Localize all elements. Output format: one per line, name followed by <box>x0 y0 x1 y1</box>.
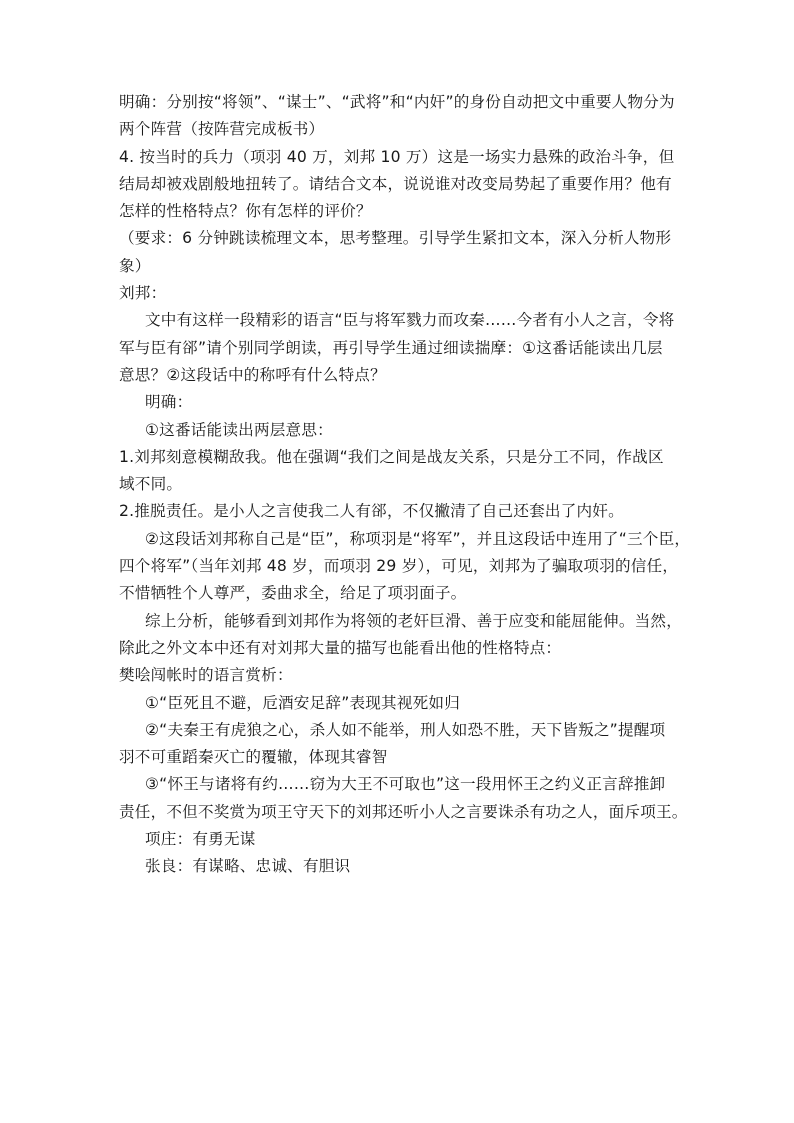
answer-label: 明确： <box>145 393 193 412</box>
question-4-line: 4. 按当时的兵力（项羽 40 万，刘邦 10 万）这是一场实力悬殊的政治斗争，但 <box>119 147 675 166</box>
text-line: 明确：分别按“将领”、“谋士”、“武将”和“内奸”的身份自动把文中重要人物分为 <box>119 93 675 111</box>
list-item: 2.推脱责任。是小人之言使我二人有郤，不仅撇清了自己还套出了内奸。 <box>119 502 624 521</box>
text-line: 四个将军”（当年刘邦 48 岁，而项羽 29 岁），可见，刘邦为了骗取项羽的信任， <box>119 557 679 576</box>
text-line: 结局却被戏剧般地扭转了。请结合文本，说说谁对改变局势起了重要作用？他有 <box>119 174 672 193</box>
text-line: 羽不可重蹈秦灭亡的覆辙，体现其睿智 <box>119 748 388 767</box>
text-line: 两个阵营（按阵营完成板书） <box>119 120 325 139</box>
text-line: 综上分析，能够看到刘邦作为将领的老奸巨滑、善于应变和能屈能伸。当然， <box>145 611 682 630</box>
text-line: 不惜牺牲个人尊严，委曲求全，给足了项羽面子。 <box>119 584 467 603</box>
text-line: 除此之外文本中还有对刘邦大量的描写也能看出他的性格特点： <box>119 638 562 657</box>
text-line: 文中有这样一段精彩的语言“臣与将军戮力而攻秦……今者有小人之言，令将 <box>145 311 675 330</box>
section-heading-fankuai: 樊哙闯帐时的语言赏析： <box>119 666 293 685</box>
text-line: ①“臣死且不避，卮酒安足辞”表现其视死如归 <box>145 693 461 712</box>
text-line: ②这段话刘邦称自己是“臣”，称项羽是“将军”，并且这段话中连用了“三个臣， <box>145 529 691 548</box>
text-line: 意思？②这段话中的称呼有什么特点？ <box>119 365 386 384</box>
text-line: 责任，不但不奖赏为项王守天下的刘邦还听小人之言要诛杀有功之人，面斥项王。 <box>119 802 688 821</box>
text-line: 象） <box>119 256 151 275</box>
list-item: 1.刘邦刻意模糊敌我。他在强调“我们之间是战友关系，只是分工不同，作战区 <box>119 447 664 466</box>
text-line: 军与臣有郤”请个别同学朗读，再引导学生通过细读揣摩：①这番话能读出几层 <box>119 338 663 357</box>
text-line: 怎样的性格特点？你有怎样的评价？ <box>119 202 372 221</box>
requirement-line: （要求：6 分钟跳读梳理文本，思考整理。引导学生紧扣文本，深入分析人物形 <box>119 229 672 248</box>
text-line: ①这番话能读出两层意思： <box>145 420 333 439</box>
character-note-xiangzhuang: 项庄：有勇无谋 <box>145 830 256 849</box>
section-heading-liubang: 刘邦： <box>119 284 167 303</box>
document-body <box>119 89 691 881</box>
character-note-zhangliang: 张良：有谋略、忠诚、有胆识 <box>145 857 351 876</box>
text-line: ③“怀王与诸将有约……窃为大王不可取也”这一段用怀王之约义正言辞推卸 <box>145 775 666 794</box>
text-line: ②“夫秦王有虎狼之心，杀人如不能举，刑人如恐不胜，天下皆叛之”提醒项 <box>145 720 666 739</box>
text-line: 域不同。 <box>119 475 183 494</box>
